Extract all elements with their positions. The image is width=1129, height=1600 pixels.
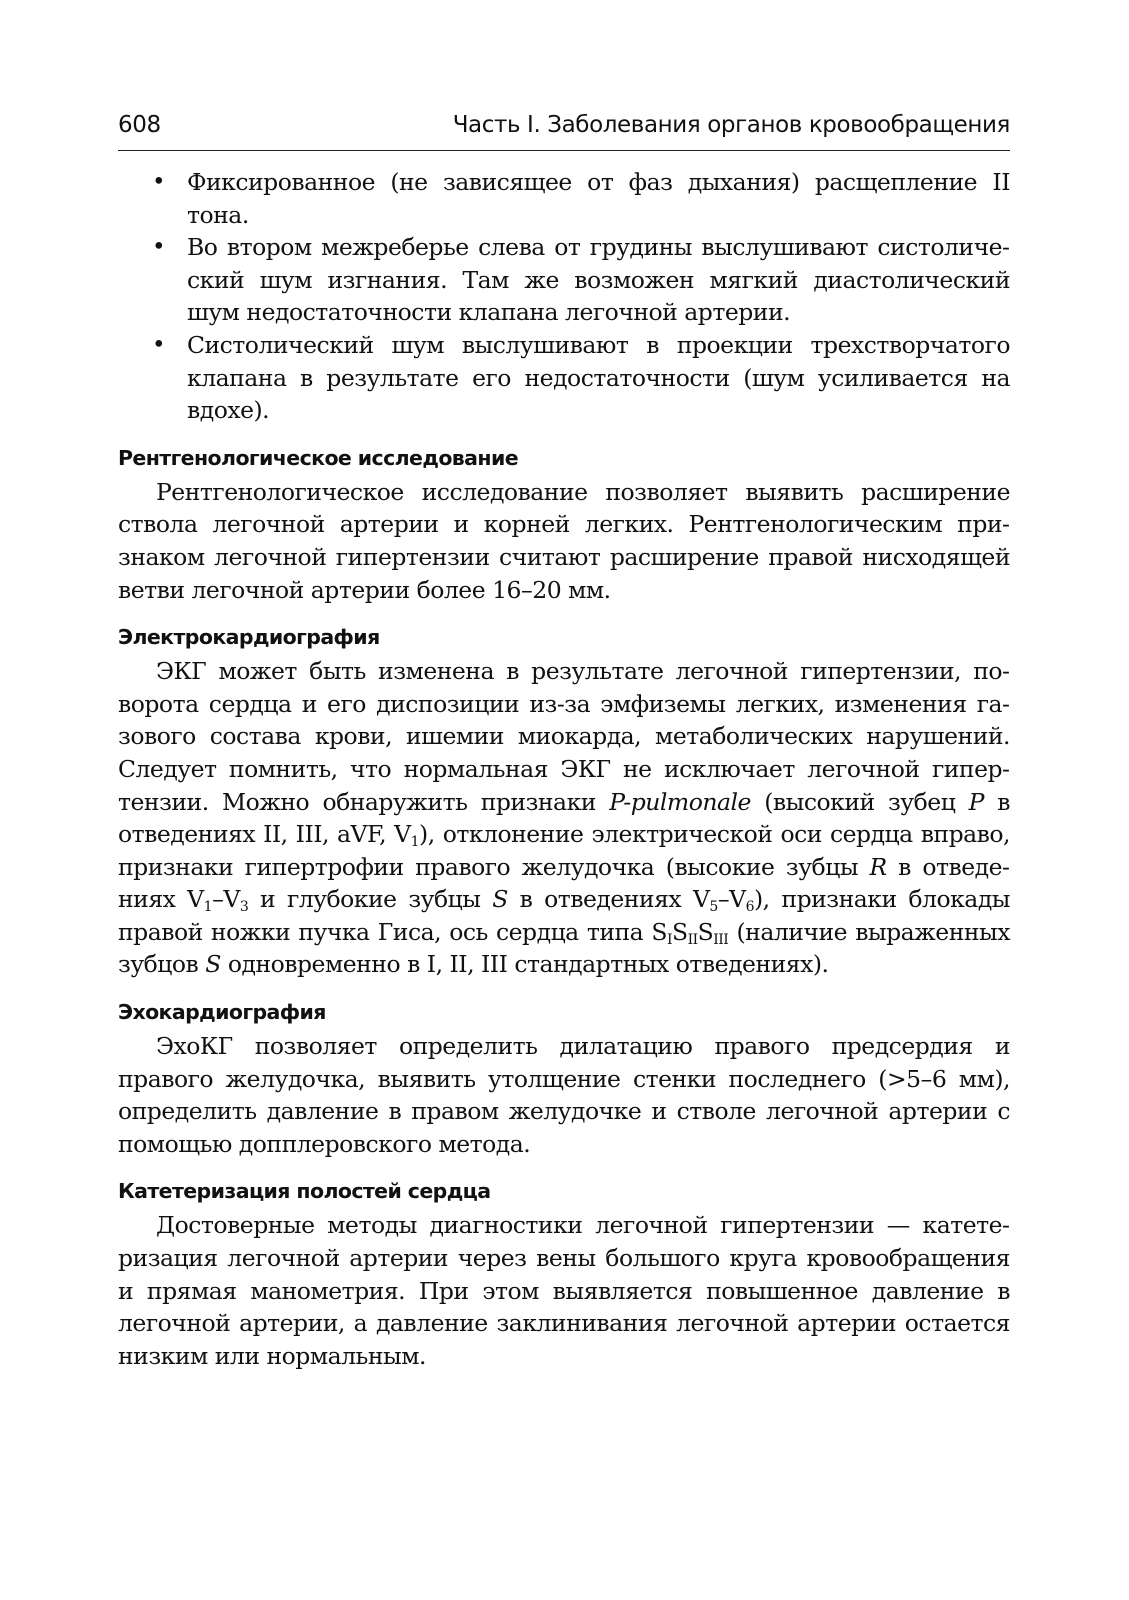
body-text — [118, 166, 1010, 1372]
list-item: • Систолический шум выслушивают в проекции трехстворчатого клапана в результате его недостаточности (шум усиливается на вдохе). — [152, 330, 1010, 425]
section-heading-catheterization: Катетеризация полостей сердца — [118, 1179, 491, 1204]
bullet-icon: • — [152, 169, 166, 195]
section-heading-echo: Эхокардиография — [118, 1000, 326, 1025]
paragraph-catheterization: Достоверные методы диагностики легочной гипертензии — катетеризация легочной артерии через вены большого круга кровообращения и прямая манометрия. При этом выявляется повышенное давление в легочной артерии, а давление заклинивания легочной артерии остается низким или нормальным. — [118, 1211, 1010, 1370]
running-header — [118, 108, 1010, 151]
bullet-icon: • — [152, 234, 166, 261]
list-item: • Фиксированное (не зависящее от фаз дыхания) расщепление II тона. — [152, 168, 1010, 229]
running-title: Часть I. Заболевания органов кровообращения — [452, 112, 1010, 138]
bullet-icon: • — [152, 331, 166, 358]
paragraph-echo: ЭхоКГ позволяет определить дилатацию правого предсердия и правого желудочка, выявить утолщение стенки последнего (>5–6 мм), определить давление в правом желудочке и стволе легочной артерии с помощью допплеровского метода. — [118, 1032, 1010, 1158]
list-item: • Во втором межреберье слева от грудины выслушивают систолический шум изгнания. Там же возможен мягкий диастолический шум недостаточности клапана легочной артерии. — [152, 233, 1010, 327]
page-number: 608 — [118, 112, 161, 138]
section-heading-ecg: Электрокардиография — [118, 625, 380, 650]
section-heading-xray: Рентгенологическое исследование — [118, 445, 519, 470]
bullet-list — [118, 166, 1010, 427]
paragraph-xray: Рентгенологическое исследование позволяет выявить расширение ствола легочной артерии и корней легких. Рентгенологическим признаком легочной гипертензии считают расширение правой нисходящей ветви легочной артерии более 16–20 мм. — [118, 477, 1010, 604]
paragraph-ecg: ЭКГ может быть изменена в результате легочной гипертензии, поворота сердца и его диспозиции из-за эмфиземы легких, изменения газового состава крови, ишемии миокарда, метаболических нарушений. Следует помнить, что нормальная ЭКГ не исключает легочной гипертензии. Можно обнаружить признаки P-pulmonale (высокий зубец P в отведениях II, III, aVF, $V_1$), отклонение электрической оси сердца вправо, признаки гипертрофии правого желудочка (высокие зубцы R в отведениях $V_1-V_3$ и глубокие зубцы S в отведениях $V_5-V_6$), признаки блокады правой ножки пучка Гиса, ось сердца типа $S_IS_{II}S_{III}$ (наличие выраженных зубцов S одновременно в I, II, III стандартных отведениях). — [118, 657, 1010, 979]
